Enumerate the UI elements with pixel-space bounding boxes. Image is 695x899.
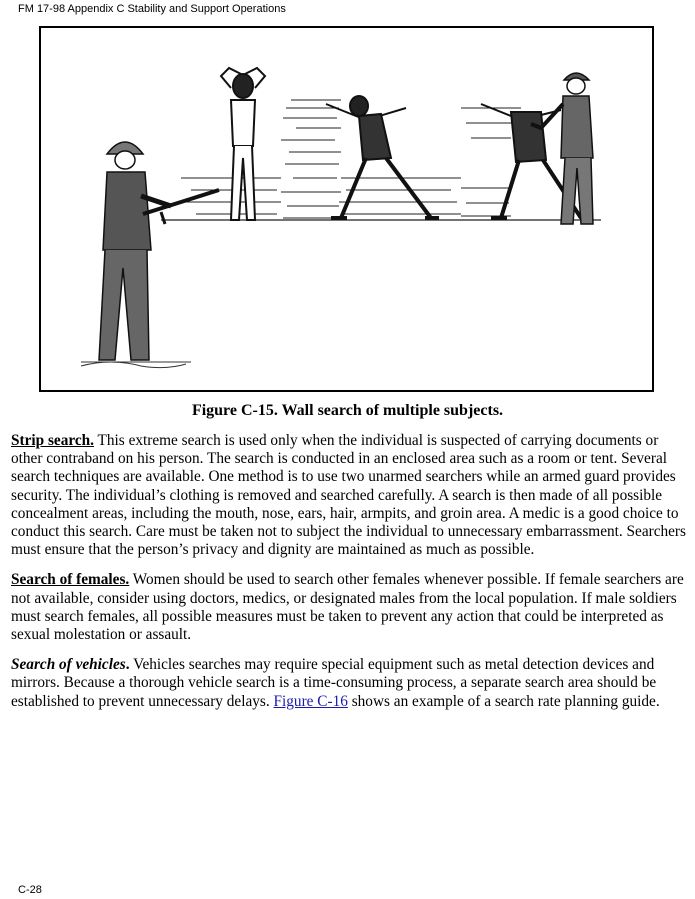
search-of-vehicles-heading: Search of vehicles [11, 656, 126, 674]
search-of-vehicles-heading-period: . [125, 656, 130, 674]
search-of-females-heading: Search of females. [11, 571, 130, 589]
wall-search-illustration [41, 28, 652, 390]
search-of-vehicles-paragraph [11, 656, 686, 711]
search-of-vehicles-text: Vehicles searches may require special equipment such as metal detection devices and mirrors. Because a thorough vehicle search is a time-consuming process, a separate search area should be established to prevent unnecessary delays. [11, 656, 657, 710]
search-of-females-text: Women should be used to search other females whenever possible. If female searchers are not available, consider using doctors, medics, or designated males from the local population. If male soldiers must search females, all possible measures must be taken to prevent any action that could be interpreted as sexual molestation or assault. [11, 571, 684, 644]
strip-search-text: This extreme search is used only when the individual is suspected of carrying documents or other contraband on his person. The search is conducted in an enclosed area such as a room or tent. Several search techniques are available. One method is to use two unarmed searchers while an armed guard provides security. The individual’s clothing is removed and searched carefully. A search is then made of all possible concealment areas, including the mouth, nose, ears, hair, armpits, and groin area. A medic is a good choice to conduct this search. Care must be taken not to subject the individual to unnecessary embarrassment. Searchers must ensure that the person’s privacy and dignity are maintained as much as possible. [11, 432, 686, 559]
body-text [11, 432, 686, 723]
figure-frame [39, 26, 654, 392]
search-of-females-paragraph [11, 571, 686, 644]
figure-caption: Figure C-15. Wall search of multiple subjects. [191, 402, 504, 419]
running-header: FM 17-98 Appendix C Stability and Support Operations [18, 3, 286, 15]
search-of-vehicles-text-end: shows an example of a search rate planning guide. [347, 692, 660, 710]
subject-1-figure [221, 68, 265, 220]
page-number: C-28 [18, 884, 42, 896]
figure-c-16-link[interactable]: Figure C-16 [273, 692, 348, 710]
armed-guard-figure [81, 142, 219, 368]
strip-search-heading: Strip search. [11, 432, 94, 449]
strip-search-paragraph [11, 432, 686, 559]
subject-2-figure [326, 96, 439, 218]
